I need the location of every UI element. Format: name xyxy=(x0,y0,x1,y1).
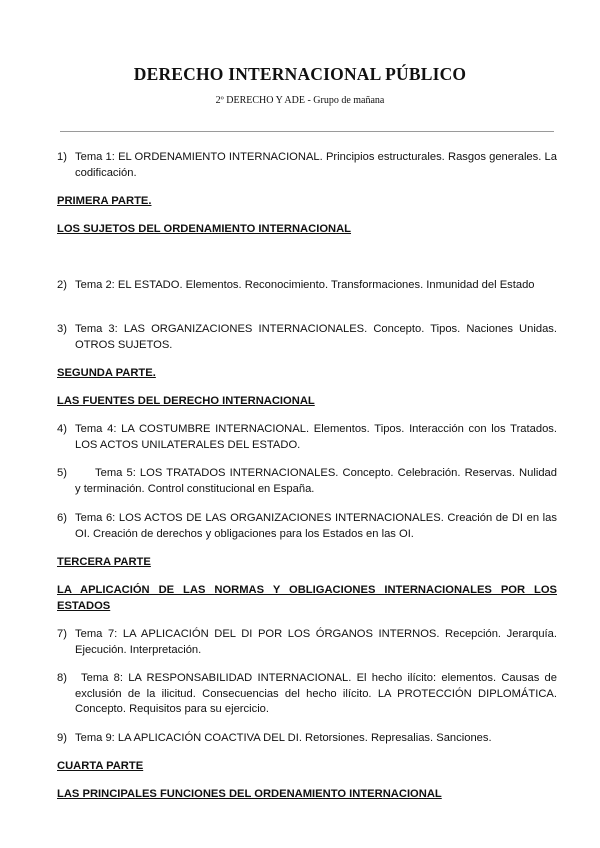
section-title-part2: LAS FUENTES DEL DERECHO INTERNACIONAL xyxy=(57,395,315,407)
list-item xyxy=(57,278,557,294)
list-item xyxy=(57,466,557,497)
item-text: Tema 2: EL ESTADO. Elementos. Reconocimiento. Transformaciones. Inmunidad del Estado xyxy=(75,279,535,291)
item-text: Tema 1: EL ORDENAMIENTO INTERNACIONAL. Principios estructurales. Rasgos generales. La codificación. xyxy=(75,151,557,179)
header-divider xyxy=(60,131,554,132)
item-text: Tema 4: LA COSTUMBRE INTERNACIONAL. Elementos. Tipos. Interacción con los Tratados. LOS ACTOS UNILATERALES DEL ESTADO. xyxy=(75,423,557,451)
list-item xyxy=(57,322,557,353)
item-number: 9) xyxy=(57,732,67,744)
section-heading-part1: PRIMERA PARTE. xyxy=(57,195,152,207)
section-title-part3: LA APLICACIÓN DE LAS NORMAS Y OBLIGACIONES INTERNACIONALES POR LOS ESTADOS xyxy=(57,584,557,612)
document-subtitle: 2º DERECHO Y ADE - Grupo de mañana xyxy=(215,95,385,106)
section-title-part4: LAS PRINCIPALES FUNCIONES DEL ORDENAMIENTO INTERNACIONAL xyxy=(57,788,442,800)
item-number: 4) xyxy=(57,423,67,435)
list-item xyxy=(57,511,557,542)
item-text: Tema 5: LOS TRATADOS INTERNACIONALES. Concepto. Celebración. Reservas. Nulidad y terminación. Control constitucional en España. xyxy=(75,467,557,495)
item-number: 2) xyxy=(57,279,67,291)
item-text: Tema 7: LA APLICACIÓN DEL DI POR LOS ÓRGANOS INTERNOS. Recepción. Jerarquía. Ejecución. Interpretación. xyxy=(75,628,557,656)
document-title: DERECHO INTERNACIONAL PÚBLICO xyxy=(133,64,467,84)
item-text: Tema 3: LAS ORGANIZACIONES INTERNACIONALES. Concepto. Tipos. Naciones Unidas. OTROS SUJETOS. xyxy=(75,323,557,351)
item-text: Tema 6: LOS ACTOS DE LAS ORGANIZACIONES INTERNACIONALES. Creación de DI en las OI. Creación de derechos y obligaciones para los Estados en las OI. xyxy=(75,512,557,540)
item-number: 5) xyxy=(57,467,67,479)
item-number: 6) xyxy=(57,512,67,524)
item-number: 7) xyxy=(57,628,67,640)
section-heading-part4: CUARTA PARTE xyxy=(57,760,144,772)
section-heading-part3: TERCERA PARTE xyxy=(57,556,151,568)
item-text: Tema 8: LA RESPONSABILIDAD INTERNACIONAL. El hecho ilícito: elementos. Causas de exclusión de la ilicitud. Consecuencias del hecho ilícito. LA PROTECCIÓN DIPLOMÁTICA. Concepto. Requisitos para su ejercicio. xyxy=(75,672,557,715)
list-item xyxy=(57,627,557,658)
item-number: 1) xyxy=(57,151,67,163)
section-title-part1: LOS SUJETOS DEL ORDENAMIENTO INTERNACIONAL xyxy=(57,223,352,235)
list-item xyxy=(57,422,557,453)
item-text: Tema 9: LA APLICACIÓN COACTIVA DEL DI. Retorsiones. Represalias. Sanciones. xyxy=(75,732,492,744)
list-item xyxy=(57,731,557,747)
item-number: 3) xyxy=(57,323,67,335)
list-item xyxy=(57,671,557,718)
section-heading-part2: SEGUNDA PARTE. xyxy=(57,367,156,379)
list-item xyxy=(57,150,557,181)
item-number: 8) xyxy=(57,672,67,684)
